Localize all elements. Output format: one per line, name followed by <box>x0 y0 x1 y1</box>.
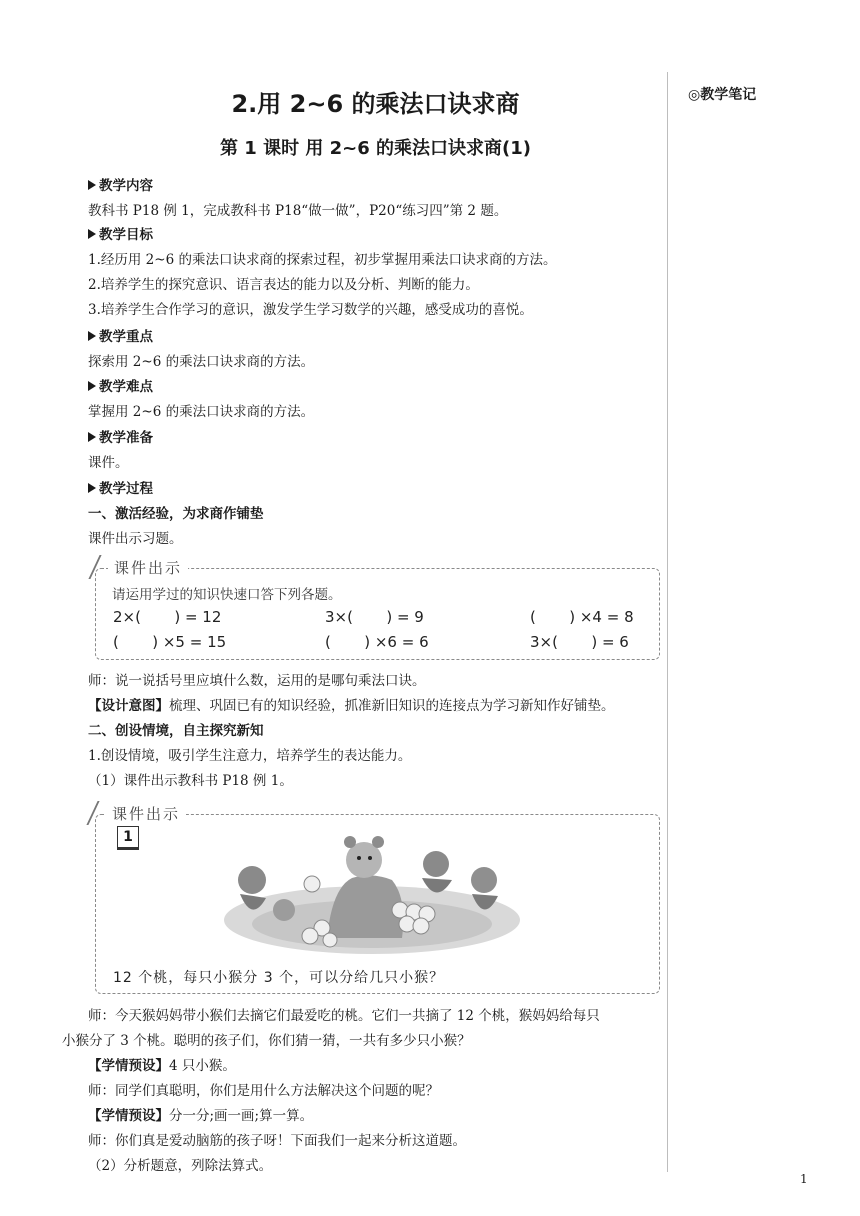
step-heading: 二、创设情境，自主探究新知 <box>88 723 264 739</box>
key-point-text: 探索用 2~6 的乘法口诀求商的方法。 <box>88 354 315 370</box>
triangle-bullet-icon <box>88 381 96 391</box>
equation: 3×( ) = 9 <box>325 608 424 626</box>
student-preset: 【学情预设】分一分;画一画;算一算。 <box>88 1108 314 1124</box>
section-heading: 教学准备 <box>88 426 153 446</box>
courseware-tag: 课件出示 <box>106 803 186 824</box>
item-text: 1.创设情境，吸引学生注意力，培养学生的表达能力。 <box>88 748 412 764</box>
page-title: 2.用 2~6 的乘法口诀求商 <box>231 90 520 118</box>
section-heading: 教学目标 <box>88 223 153 243</box>
goal-item: 3.培养学生合作学习的意识，激发学生学习数学的兴趣，感受成功的喜悦。 <box>88 302 533 318</box>
step-heading: 一、激活经验，为求商作铺垫 <box>88 506 264 522</box>
goal-item: 1.经历用 2~6 的乘法口诀求商的探索过程，初步掌握用乘法口诀求商的方法。 <box>88 252 557 268</box>
triangle-bullet-icon <box>88 180 96 190</box>
difficulty-text: 掌握用 2~6 的乘法口诀求商的方法。 <box>88 404 315 420</box>
paragraph-line: 师：今天猴妈妈带小猴们去摘它们最爱吃的桃。它们一共摘了 12 个桃，猴妈妈给每只 <box>88 1008 600 1024</box>
item-text: （1）课件出示教科书 P18 例 1。 <box>88 773 293 789</box>
equation: 2×( ) = 12 <box>113 608 222 626</box>
triangle-bullet-icon <box>88 432 96 442</box>
teaching-notes-label: ◎教学笔记 <box>688 87 757 103</box>
design-intent: 【设计意图】梳理、巩固已有的知识经验，抓准新旧知识的连接点为学习新知作好铺垫。 <box>88 698 615 714</box>
item-text: （2）分析题意，列除法算式。 <box>88 1158 273 1174</box>
triangle-bullet-icon <box>88 229 96 239</box>
monkeys-peaches-illustration <box>222 828 522 956</box>
goal-item: 2.培养学生的探究意识、语言表达的能力以及分析、判断的能力。 <box>88 277 479 293</box>
example-number: 1 <box>117 826 139 850</box>
lesson-subtitle: 第 1 课时 用 2~6 的乘法口诀求商(1) <box>220 138 531 159</box>
section-heading: 教学重点 <box>88 325 153 345</box>
courseware-tag: 课件出示 <box>108 557 188 578</box>
teacher-line: 师：同学们真聪明，你们是用什么方法解决这个问题的呢？ <box>88 1083 439 1099</box>
content-text: 教科书 P18 例 1，完成教科书 P18“做一做”，P20“练习四”第 2 题。 <box>88 203 508 219</box>
triangle-bullet-icon <box>88 483 96 493</box>
teacher-line: 师：说一说括号里应填什么数，运用的是哪句乘法口诀。 <box>88 673 426 689</box>
paragraph-line: 小猴分了 3 个桃。聪明的孩子们，你们猜一猜，一共有多少只小猴？ <box>62 1033 471 1049</box>
step-text: 课件出示习题。 <box>88 531 183 547</box>
prep-text: 课件。 <box>88 455 129 471</box>
equation: ( ) ×6 = 6 <box>325 633 429 651</box>
section-heading: 教学过程 <box>88 477 153 497</box>
page-number: 1 <box>800 1172 808 1186</box>
example-caption: 12 个桃，每只小猴分 3 个，可以分给几只小猴？ <box>113 970 445 986</box>
section-heading: 教学内容 <box>88 174 153 194</box>
triangle-bullet-icon <box>88 331 96 341</box>
equation: ( ) ×4 = 8 <box>530 608 634 626</box>
sidebar-divider <box>667 72 668 1172</box>
teacher-line: 师：你们真是爱动脑筋的孩子呀！下面我们一起来分析这道题。 <box>88 1133 466 1149</box>
exercise-prompt: 请运用学过的知识快速口答下列各题。 <box>112 587 342 603</box>
student-preset: 【学情预设】4 只小猴。 <box>88 1058 236 1074</box>
section-heading: 教学难点 <box>88 375 153 395</box>
equation: ( ) ×5 = 15 <box>113 633 227 651</box>
equation: 3×( ) = 6 <box>530 633 629 651</box>
